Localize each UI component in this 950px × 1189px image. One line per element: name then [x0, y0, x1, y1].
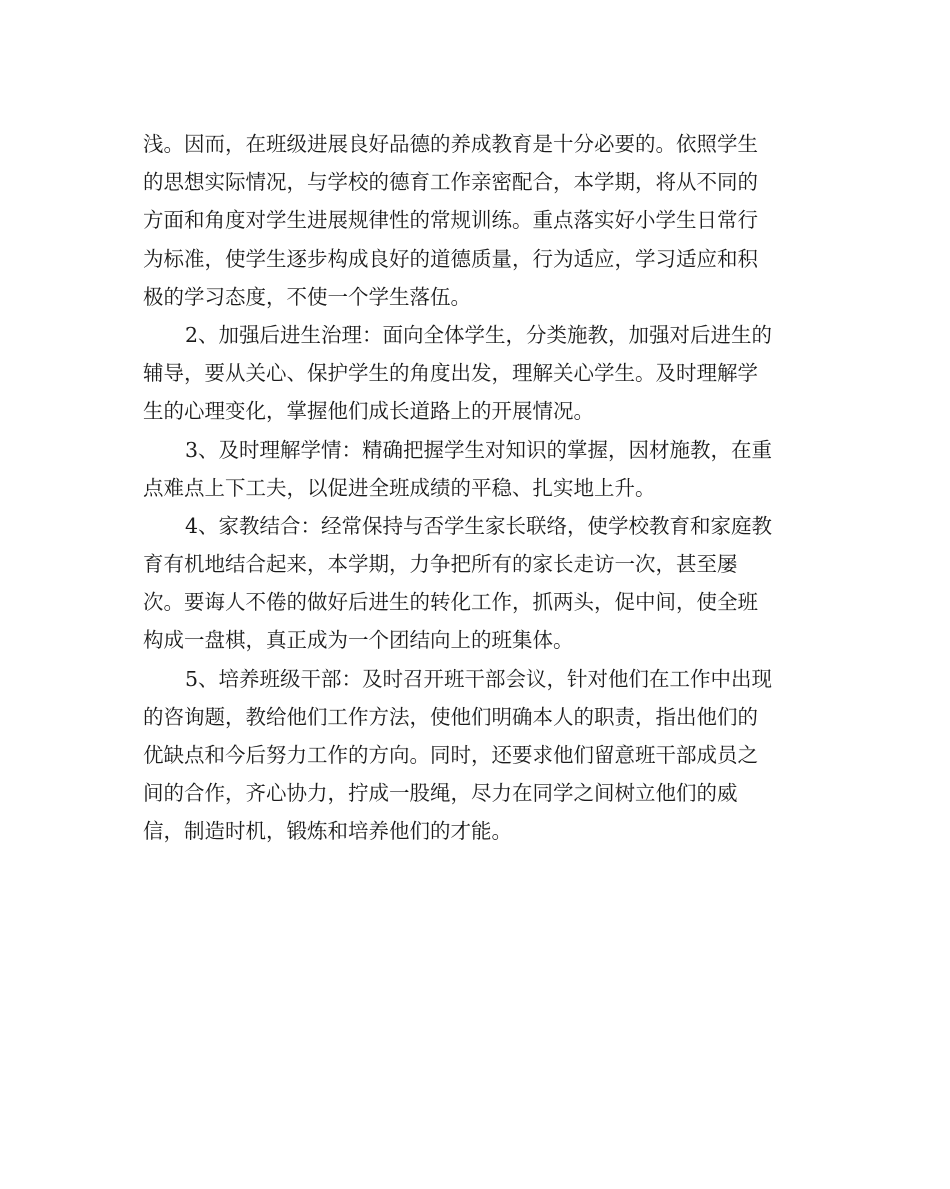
text-line: 的思想实际情况，与学校的德育工作亲密配合，本学期，将从不同的: [143, 170, 758, 195]
text-line: 方面和角度对学生进展规律性的常规训练。重点落实好小学生日常行: [143, 208, 758, 233]
body-text: [143, 125, 815, 851]
text-line: 点难点上下工夫，以促进全班成绩的平稳、扎实地上升。: [143, 475, 656, 500]
text-line: 浅。因而，在班级进展良好品德的养成教育是十分必要的。依照学生: [143, 132, 758, 156]
text-line: 辅导，要从关心、保护学生的角度出发，理解关心学生。及时理解学: [143, 361, 758, 386]
text-line: 育有机地结合起来，本学期，力争把所有的家长走访一次，甚至屡: [143, 552, 738, 577]
paragraph-first-line: 3、及时理解学情：精确把握学生对知识的掌握，因材施教，在重: [185, 437, 773, 462]
paragraph-first-line: 5、培养班级干部：及时召开班干部会议，针对他们在工作中出现: [185, 666, 773, 691]
text-line: 间的合作，齐心协力，拧成一股绳，尽力在同学之间树立他们的威: [143, 781, 738, 806]
text-line: 信，制造时机，锻炼和培养他们的才能。: [143, 819, 512, 844]
paragraph-first-line: 2、加强后进生治理：面向全体学生，分类施教，加强对后进生的: [185, 322, 773, 347]
text-line: 的咨询题，教给他们工作方法，使他们明确本人的职责，指出他们的: [143, 704, 758, 729]
text-line: 优缺点和今后努力工作的方向。同时，还要求他们留意班干部成员之: [143, 743, 758, 767]
paragraph-first-line: 4、家教结合：经常保持与否学生家长联络，使学校教育和家庭教: [185, 513, 773, 538]
text-line: 为标准，使学生逐步构成良好的道德质量，行为适应，学习适应和积: [143, 246, 758, 271]
text-line: 生的心理变化，掌握他们成长道路上的开展情况。: [143, 399, 594, 424]
text-line: 次。要诲人不倦的做好后进生的转化工作，抓两头，促中间，使全班: [143, 590, 758, 615]
text-line: 构成一盘棋，真正成为一个团结向上的班集体。: [143, 628, 574, 653]
text-line: 极的学习态度，不使一个学生落伍。: [143, 284, 471, 309]
